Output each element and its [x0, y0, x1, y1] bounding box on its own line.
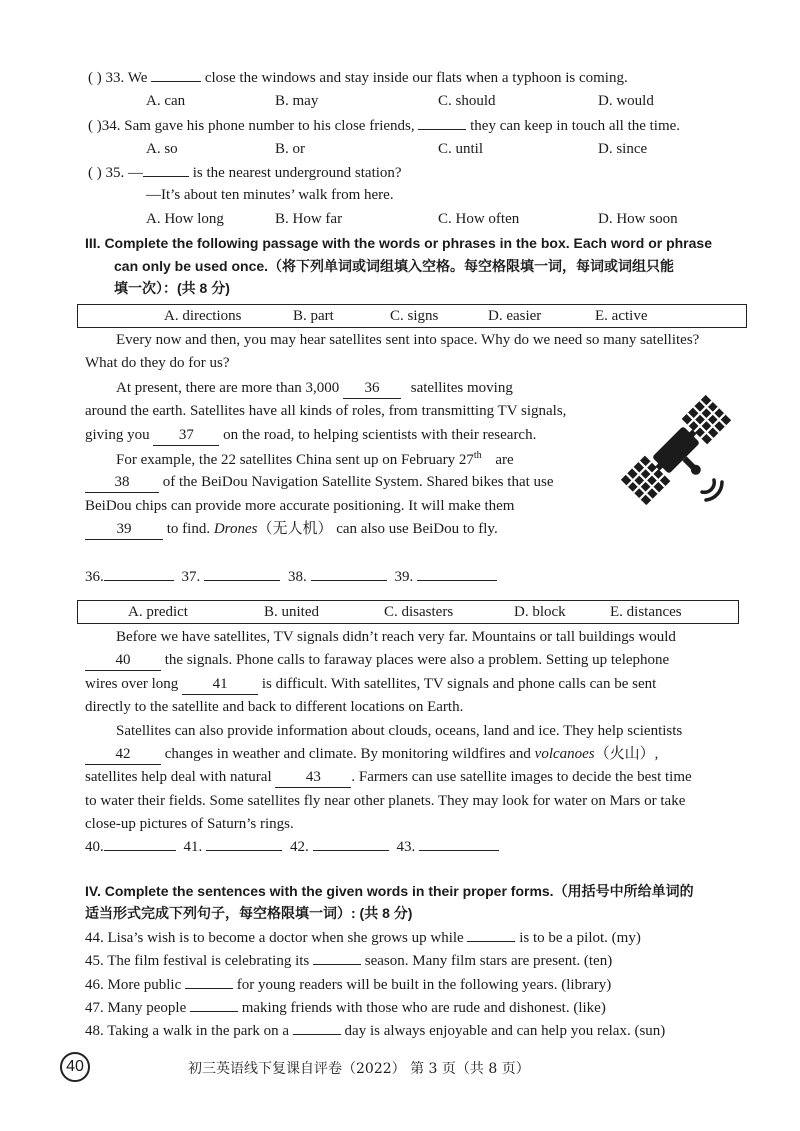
option-35-d: D. How soon	[598, 211, 678, 227]
answer-blank-35[interactable]	[143, 162, 189, 177]
passage-5-line-5: close-up pictures of Saturn’s rings.	[85, 816, 294, 832]
passage-4-line-4: directly to the satellite and back to different locations on Earth.	[85, 699, 464, 715]
section-3-heading-line-2: can only be used once.（将下列单词或词组填入空格。每空格限填一词，每词或词组只能	[114, 258, 675, 274]
passage-2-line-1: At present, there are more than 3,000 36 satellites moving	[116, 378, 513, 399]
blank-38[interactable]: 38	[85, 472, 159, 493]
question-34: ( )34. Sam gave his phone number to his close friends, they can keep in touch all the time.	[88, 115, 680, 136]
word-box-1-option-c: C. signs	[390, 308, 439, 324]
passage-1-line-1: Every now and then, you may hear satellites sent into space. Why do we need so many satellites?	[116, 332, 700, 348]
word-box-1-option-a: A. directions	[164, 308, 242, 324]
option-33-d: D. would	[598, 93, 654, 109]
option-34-c: C. until	[438, 141, 484, 157]
option-35-c: C. How often	[438, 211, 520, 227]
passage-5-line-2: 42 changes in weather and climate. By monitoring wildfires and volcanoes（火山）,	[85, 744, 658, 765]
passage-4-line-3: wires over long 41 is difficult. With satellites, TV signals and phone calls can be sent	[85, 674, 656, 695]
passage-4-line-2: 40 the signals. Phone calls to faraway places were also a problem. Setting up telephone	[85, 650, 669, 671]
word-box-2	[77, 600, 739, 624]
passage-2-line-2: around the earth. Satellites have all kinds of roles, from transmitting TV signals,	[85, 403, 567, 419]
answer-line-36-39: 36. 37. 38. 39.	[85, 566, 497, 587]
passage-3-line-3: BeiDou chips can provide more accurate positioning. It will make them	[85, 498, 515, 514]
question-45: 45. The film festival is celebrating its season. Many film stars are present. (ten)	[85, 950, 612, 971]
answer-blank-44[interactable]	[467, 927, 515, 942]
answer-39-blank[interactable]	[417, 566, 497, 581]
answer-blank-47[interactable]	[190, 997, 238, 1012]
passage-5-line-3: satellites help deal with natural 43 . Farmers can use satellite images to decide the best time	[85, 767, 692, 788]
word-box-2-option-c: C. disasters	[384, 604, 454, 620]
passage-4-line-1: Before we have satellites, TV signals didn’t reach very far. Mountains or tall buildings would	[116, 629, 676, 645]
question-33: ( ) 33. We close the windows and stay inside our flats when a typhoon is coming.	[88, 67, 628, 88]
word-box-1-option-e: E. active	[595, 308, 648, 324]
section-3-heading-line-3: 填一次）：(共 8 分)	[114, 280, 230, 296]
answer-blank-34[interactable]	[418, 115, 466, 130]
passage-1-line-2: What do they do for us?	[85, 355, 230, 371]
word-box-1-option-b: B. part	[293, 308, 334, 324]
passage-5-line-4: to water their fields. Some satellites fly near other planets. They may look for water on Mars or take	[85, 793, 686, 809]
word-box-2-option-a: A. predict	[128, 604, 188, 620]
page-number-badge: 40	[60, 1052, 90, 1082]
answer-40-blank[interactable]	[104, 836, 176, 851]
answer-blank-48[interactable]	[293, 1020, 341, 1035]
passage-3-line-2: 38 of the BeiDou Navigation Satellite System. Shared bikes that use	[85, 472, 554, 493]
option-35-a: A. How long	[146, 211, 224, 227]
word-box-1	[77, 304, 747, 328]
answer-blank-33[interactable]	[151, 67, 201, 82]
option-34-b: B. or	[275, 141, 305, 157]
word-box-2-option-d: D. block	[514, 604, 566, 620]
answer-41-blank[interactable]	[206, 836, 282, 851]
passage-3-line-4: 39 to find. Drones（无人机） can also use BeiDou to fly.	[85, 519, 498, 540]
question-35: ( ) 35. — is the nearest underground station?	[88, 162, 402, 183]
blank-40[interactable]: 40	[85, 650, 161, 671]
blank-41[interactable]: 41	[182, 674, 258, 695]
section-4-heading-line-1: IV. Complete the sentences with the given words in their proper forms.（用括号中所给单词的	[85, 883, 694, 899]
blank-42[interactable]: 42	[85, 744, 161, 765]
answer-line-40-43: 40. 41. 42. 43.	[85, 836, 499, 857]
question-48: 48. Taking a walk in the park on a day is always enjoyable and can help you relax. (sun)	[85, 1020, 665, 1041]
word-box-1-option-d: D. easier	[488, 308, 542, 324]
option-33-b: B. may	[275, 93, 319, 109]
passage-5-line-1: Satellites can also provide information about clouds, oceans, land and ice. They help scientists	[116, 723, 683, 739]
blank-43[interactable]: 43	[275, 767, 351, 788]
answer-43-blank[interactable]	[419, 836, 499, 851]
answer-42-blank[interactable]	[313, 836, 389, 851]
option-34-d: D. since	[598, 141, 648, 157]
word-box-2-option-e: E. distances	[610, 604, 682, 620]
option-35-b: B. How far	[275, 211, 343, 227]
page-footer: 初三英语线下复课自评卷（2022） 第 3 页（共 8 页）	[188, 1061, 530, 1077]
section-3-heading-line-1: III. Complete the following passage with the words or phrases in the box. Each word or phrase	[85, 235, 712, 251]
answer-37-blank[interactable]	[204, 566, 280, 581]
blank-39[interactable]: 39	[85, 519, 163, 540]
word-box-2-option-b: B. united	[264, 604, 319, 620]
blank-37[interactable]: 37	[153, 425, 219, 446]
answer-blank-45[interactable]	[313, 950, 361, 965]
option-33-a: A. can	[146, 93, 186, 109]
question-46: 46. More public for young readers will be built in the following years. (library)	[85, 974, 611, 995]
blank-36[interactable]: 36	[343, 378, 401, 399]
satellite-icon	[618, 392, 734, 512]
question-47: 47. Many people making friends with those who are rude and dishonest. (like)	[85, 997, 606, 1018]
passage-3-line-1: For example, the 22 satellites China sent up on February 27th are	[116, 450, 514, 468]
option-34-a: A. so	[146, 141, 178, 157]
section-4-heading-line-2: 适当形式完成下列句子，每空格限填一词）: (共 8 分)	[85, 905, 413, 921]
answer-36-blank[interactable]	[104, 566, 174, 581]
question-44: 44. Lisa’s wish is to become a doctor when she grows up while is to be a pilot. (my)	[85, 927, 641, 948]
question-35-reply: —It’s about ten minutes’ walk from here.	[146, 187, 394, 203]
answer-blank-46[interactable]	[185, 974, 233, 989]
option-33-c: C. should	[438, 93, 496, 109]
passage-2-line-3: giving you 37 on the road, to helping scientists with their research.	[85, 425, 536, 446]
answer-38-blank[interactable]	[311, 566, 387, 581]
